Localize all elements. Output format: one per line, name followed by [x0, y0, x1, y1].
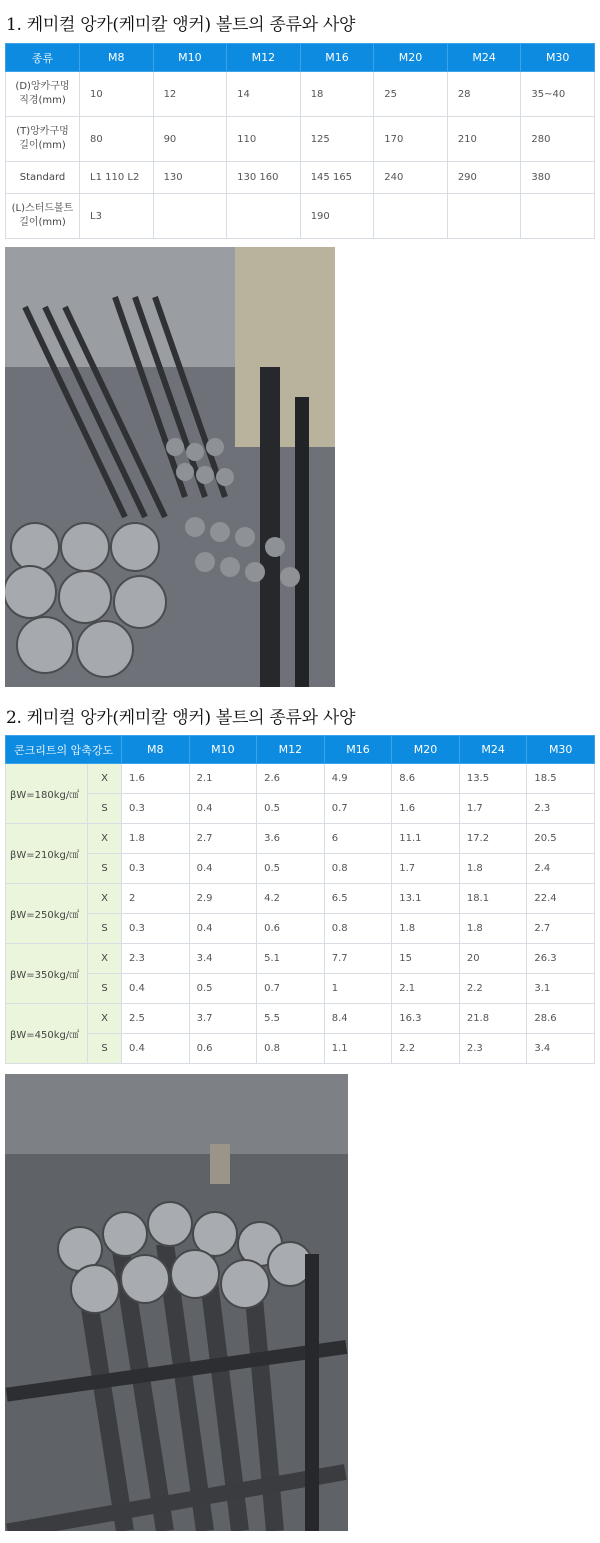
row-label: (L)스터드볼트 길이(mm) — [6, 194, 80, 239]
row-label: (D)앙카구멍 직경(mm) — [6, 72, 80, 117]
sub-row-label: S — [88, 1034, 122, 1064]
table-cell: 3.1 — [527, 974, 595, 1004]
table-cell: 0.8 — [324, 854, 392, 884]
table-cell: 1 — [324, 974, 392, 1004]
table-cell: 2.4 — [527, 854, 595, 884]
table-cell: 13.5 — [459, 764, 527, 794]
table-cell: 2.1 — [189, 764, 257, 794]
sub-row-label: X — [88, 824, 122, 854]
sub-row-label: S — [88, 794, 122, 824]
bolt-spec-header-row — [6, 44, 595, 72]
table-cell: 2.7 — [189, 824, 257, 854]
anchor-bolts-photo-1-image — [5, 247, 335, 687]
table-cell: 0.7 — [324, 794, 392, 824]
col-header-m30: M30 — [527, 736, 595, 764]
table-row — [6, 824, 595, 854]
table-cell: 1.8 — [122, 824, 190, 854]
table-cell: 145 165 — [300, 162, 374, 194]
table-cell: 3.7 — [189, 1004, 257, 1034]
table-cell — [374, 194, 448, 239]
table-cell: 1.8 — [459, 854, 527, 884]
row-label: (T)앙카구멍 길이(mm) — [6, 117, 80, 162]
table-row — [6, 794, 595, 824]
table-cell: 2.9 — [189, 884, 257, 914]
sub-row-label: S — [88, 974, 122, 1004]
table-cell: 0.5 — [257, 854, 325, 884]
table-cell: 4.2 — [257, 884, 325, 914]
sub-row-label: S — [88, 854, 122, 884]
strength-group-label: βW=250kg/㎠ — [6, 884, 88, 944]
table-cell: 1.7 — [459, 794, 527, 824]
table-cell: 20 — [459, 944, 527, 974]
table-cell: 1.8 — [392, 914, 460, 944]
table-cell: 18.5 — [527, 764, 595, 794]
table-cell: 3.4 — [189, 944, 257, 974]
col-header-m8: M8 — [122, 736, 190, 764]
table-row — [6, 117, 595, 162]
table-cell: 110 — [227, 117, 301, 162]
table-cell: 15 — [392, 944, 460, 974]
table-row — [6, 72, 595, 117]
table-cell: 2.5 — [122, 1004, 190, 1034]
table-cell: 2.3 — [122, 944, 190, 974]
table-cell: 1.8 — [459, 914, 527, 944]
col-header-m10: M10 — [153, 44, 227, 72]
table-row — [6, 162, 595, 194]
table-cell: 0.3 — [122, 914, 190, 944]
table-cell: 2.3 — [527, 794, 595, 824]
table-cell: 4.9 — [324, 764, 392, 794]
sub-row-label: X — [88, 944, 122, 974]
table-cell: 18 — [300, 72, 374, 117]
table-cell: 2.3 — [459, 1034, 527, 1064]
table-cell: 14 — [227, 72, 301, 117]
table-cell: 2.6 — [257, 764, 325, 794]
table-cell: 26.3 — [527, 944, 595, 974]
col-header-m12: M12 — [257, 736, 325, 764]
table-cell: 2.2 — [392, 1034, 460, 1064]
table-cell: 2.1 — [392, 974, 460, 1004]
table-cell: 1.7 — [392, 854, 460, 884]
table-cell: 5.5 — [257, 1004, 325, 1034]
anchor-bolts-photo-1 — [5, 247, 335, 687]
table-row — [6, 1004, 595, 1034]
table-cell: 125 — [300, 117, 374, 162]
col-header-m12: M12 — [227, 44, 301, 72]
table-cell: 90 — [153, 117, 227, 162]
table-cell: 0.7 — [257, 974, 325, 1004]
table-row — [6, 944, 595, 974]
table-cell: 0.4 — [189, 794, 257, 824]
table-cell: L1 110 L2 — [80, 162, 154, 194]
section1-heading: 1. 케미컬 앙카(케미칼 앵커) 볼트의 종류와 사양 — [6, 15, 356, 35]
table-cell: 170 — [374, 117, 448, 162]
sub-row-label: X — [88, 1004, 122, 1034]
bolt-spec-table — [5, 43, 595, 239]
table-cell: 20.5 — [527, 824, 595, 854]
table-cell: 5.1 — [257, 944, 325, 974]
table-cell: 8.4 — [324, 1004, 392, 1034]
table-cell: 6 — [324, 824, 392, 854]
table-cell: 35~40 — [521, 72, 595, 117]
table-cell: 0.8 — [257, 1034, 325, 1064]
table-cell: 7.7 — [324, 944, 392, 974]
table-row — [6, 1034, 595, 1064]
table-cell — [227, 194, 301, 239]
col-header-m24: M24 — [447, 44, 521, 72]
table-cell: 1.1 — [324, 1034, 392, 1064]
table-cell: 17.2 — [459, 824, 527, 854]
col-header-m24: M24 — [459, 736, 527, 764]
table-cell: 0.5 — [189, 974, 257, 1004]
sub-row-label: X — [88, 764, 122, 794]
table-cell: 28 — [447, 72, 521, 117]
table-cell: 10 — [80, 72, 154, 117]
table-cell: 11.1 — [392, 824, 460, 854]
col-header-m16: M16 — [324, 736, 392, 764]
table-cell: 18.1 — [459, 884, 527, 914]
strength-group-label: βW=350kg/㎠ — [6, 944, 88, 1004]
col-header-m16: M16 — [300, 44, 374, 72]
table-cell: 0.6 — [189, 1034, 257, 1064]
table-cell: 2 — [122, 884, 190, 914]
table-cell: 2.7 — [527, 914, 595, 944]
table-cell — [447, 194, 521, 239]
table-cell: 22.4 — [527, 884, 595, 914]
table-cell — [521, 194, 595, 239]
table-cell: 210 — [447, 117, 521, 162]
strength-group-label: βW=450kg/㎠ — [6, 1004, 88, 1064]
table-cell: 12 — [153, 72, 227, 117]
table-cell: 25 — [374, 72, 448, 117]
table-row — [6, 974, 595, 1004]
col-header-compressive-strength: 콘크리트의 압축강도 — [6, 736, 122, 764]
col-header-m10: M10 — [189, 736, 257, 764]
table-cell: 0.4 — [189, 914, 257, 944]
table-cell: 0.8 — [324, 914, 392, 944]
table-cell: 3.6 — [257, 824, 325, 854]
col-header-m20: M20 — [392, 736, 460, 764]
col-header-type: 종류 — [6, 44, 80, 72]
sub-row-label: X — [88, 884, 122, 914]
table-cell: 0.3 — [122, 854, 190, 884]
anchor-bolts-photo-2-image — [5, 1074, 348, 1531]
table-cell: 28.6 — [527, 1004, 595, 1034]
table-cell: 130 160 — [227, 162, 301, 194]
strength-group-label: βW=180kg/㎠ — [6, 764, 88, 824]
table-row — [6, 914, 595, 944]
table-cell: 2.2 — [459, 974, 527, 1004]
table-cell: 6.5 — [324, 884, 392, 914]
table-cell: 3.4 — [527, 1034, 595, 1064]
table-cell: 0.4 — [189, 854, 257, 884]
anchor-bolts-photo-2 — [5, 1074, 348, 1531]
col-header-m8: M8 — [80, 44, 154, 72]
table-cell: L3 — [80, 194, 154, 239]
table-row — [6, 854, 595, 884]
strength-group-label: βW=210kg/㎠ — [6, 824, 88, 884]
table-row — [6, 884, 595, 914]
table-cell: 280 — [521, 117, 595, 162]
table-cell: 1.6 — [392, 794, 460, 824]
table-cell: 16.3 — [392, 1004, 460, 1034]
col-header-m30: M30 — [521, 44, 595, 72]
table-cell: 13.1 — [392, 884, 460, 914]
table-cell: 8.6 — [392, 764, 460, 794]
table-row — [6, 764, 595, 794]
table-cell: 0.3 — [122, 794, 190, 824]
table-cell: 80 — [80, 117, 154, 162]
compressive-strength-table — [5, 735, 595, 1064]
table-cell: 290 — [447, 162, 521, 194]
table-cell: 190 — [300, 194, 374, 239]
table-cell: 0.4 — [122, 974, 190, 1004]
row-label: Standard — [6, 162, 80, 194]
sub-row-label: S — [88, 914, 122, 944]
table-cell: 0.5 — [257, 794, 325, 824]
col-header-m20: M20 — [374, 44, 448, 72]
table-cell: 240 — [374, 162, 448, 194]
table-cell: 130 — [153, 162, 227, 194]
section2-heading: 2. 케미컬 앙카(케미칼 앵커) 볼트의 종류와 사양 — [6, 708, 356, 728]
table-cell — [153, 194, 227, 239]
table-cell: 1.6 — [122, 764, 190, 794]
table-cell: 21.8 — [459, 1004, 527, 1034]
table-cell: 380 — [521, 162, 595, 194]
table-cell: 0.4 — [122, 1034, 190, 1064]
table-row — [6, 194, 595, 239]
table-cell: 0.6 — [257, 914, 325, 944]
strength-header-row — [6, 736, 595, 764]
